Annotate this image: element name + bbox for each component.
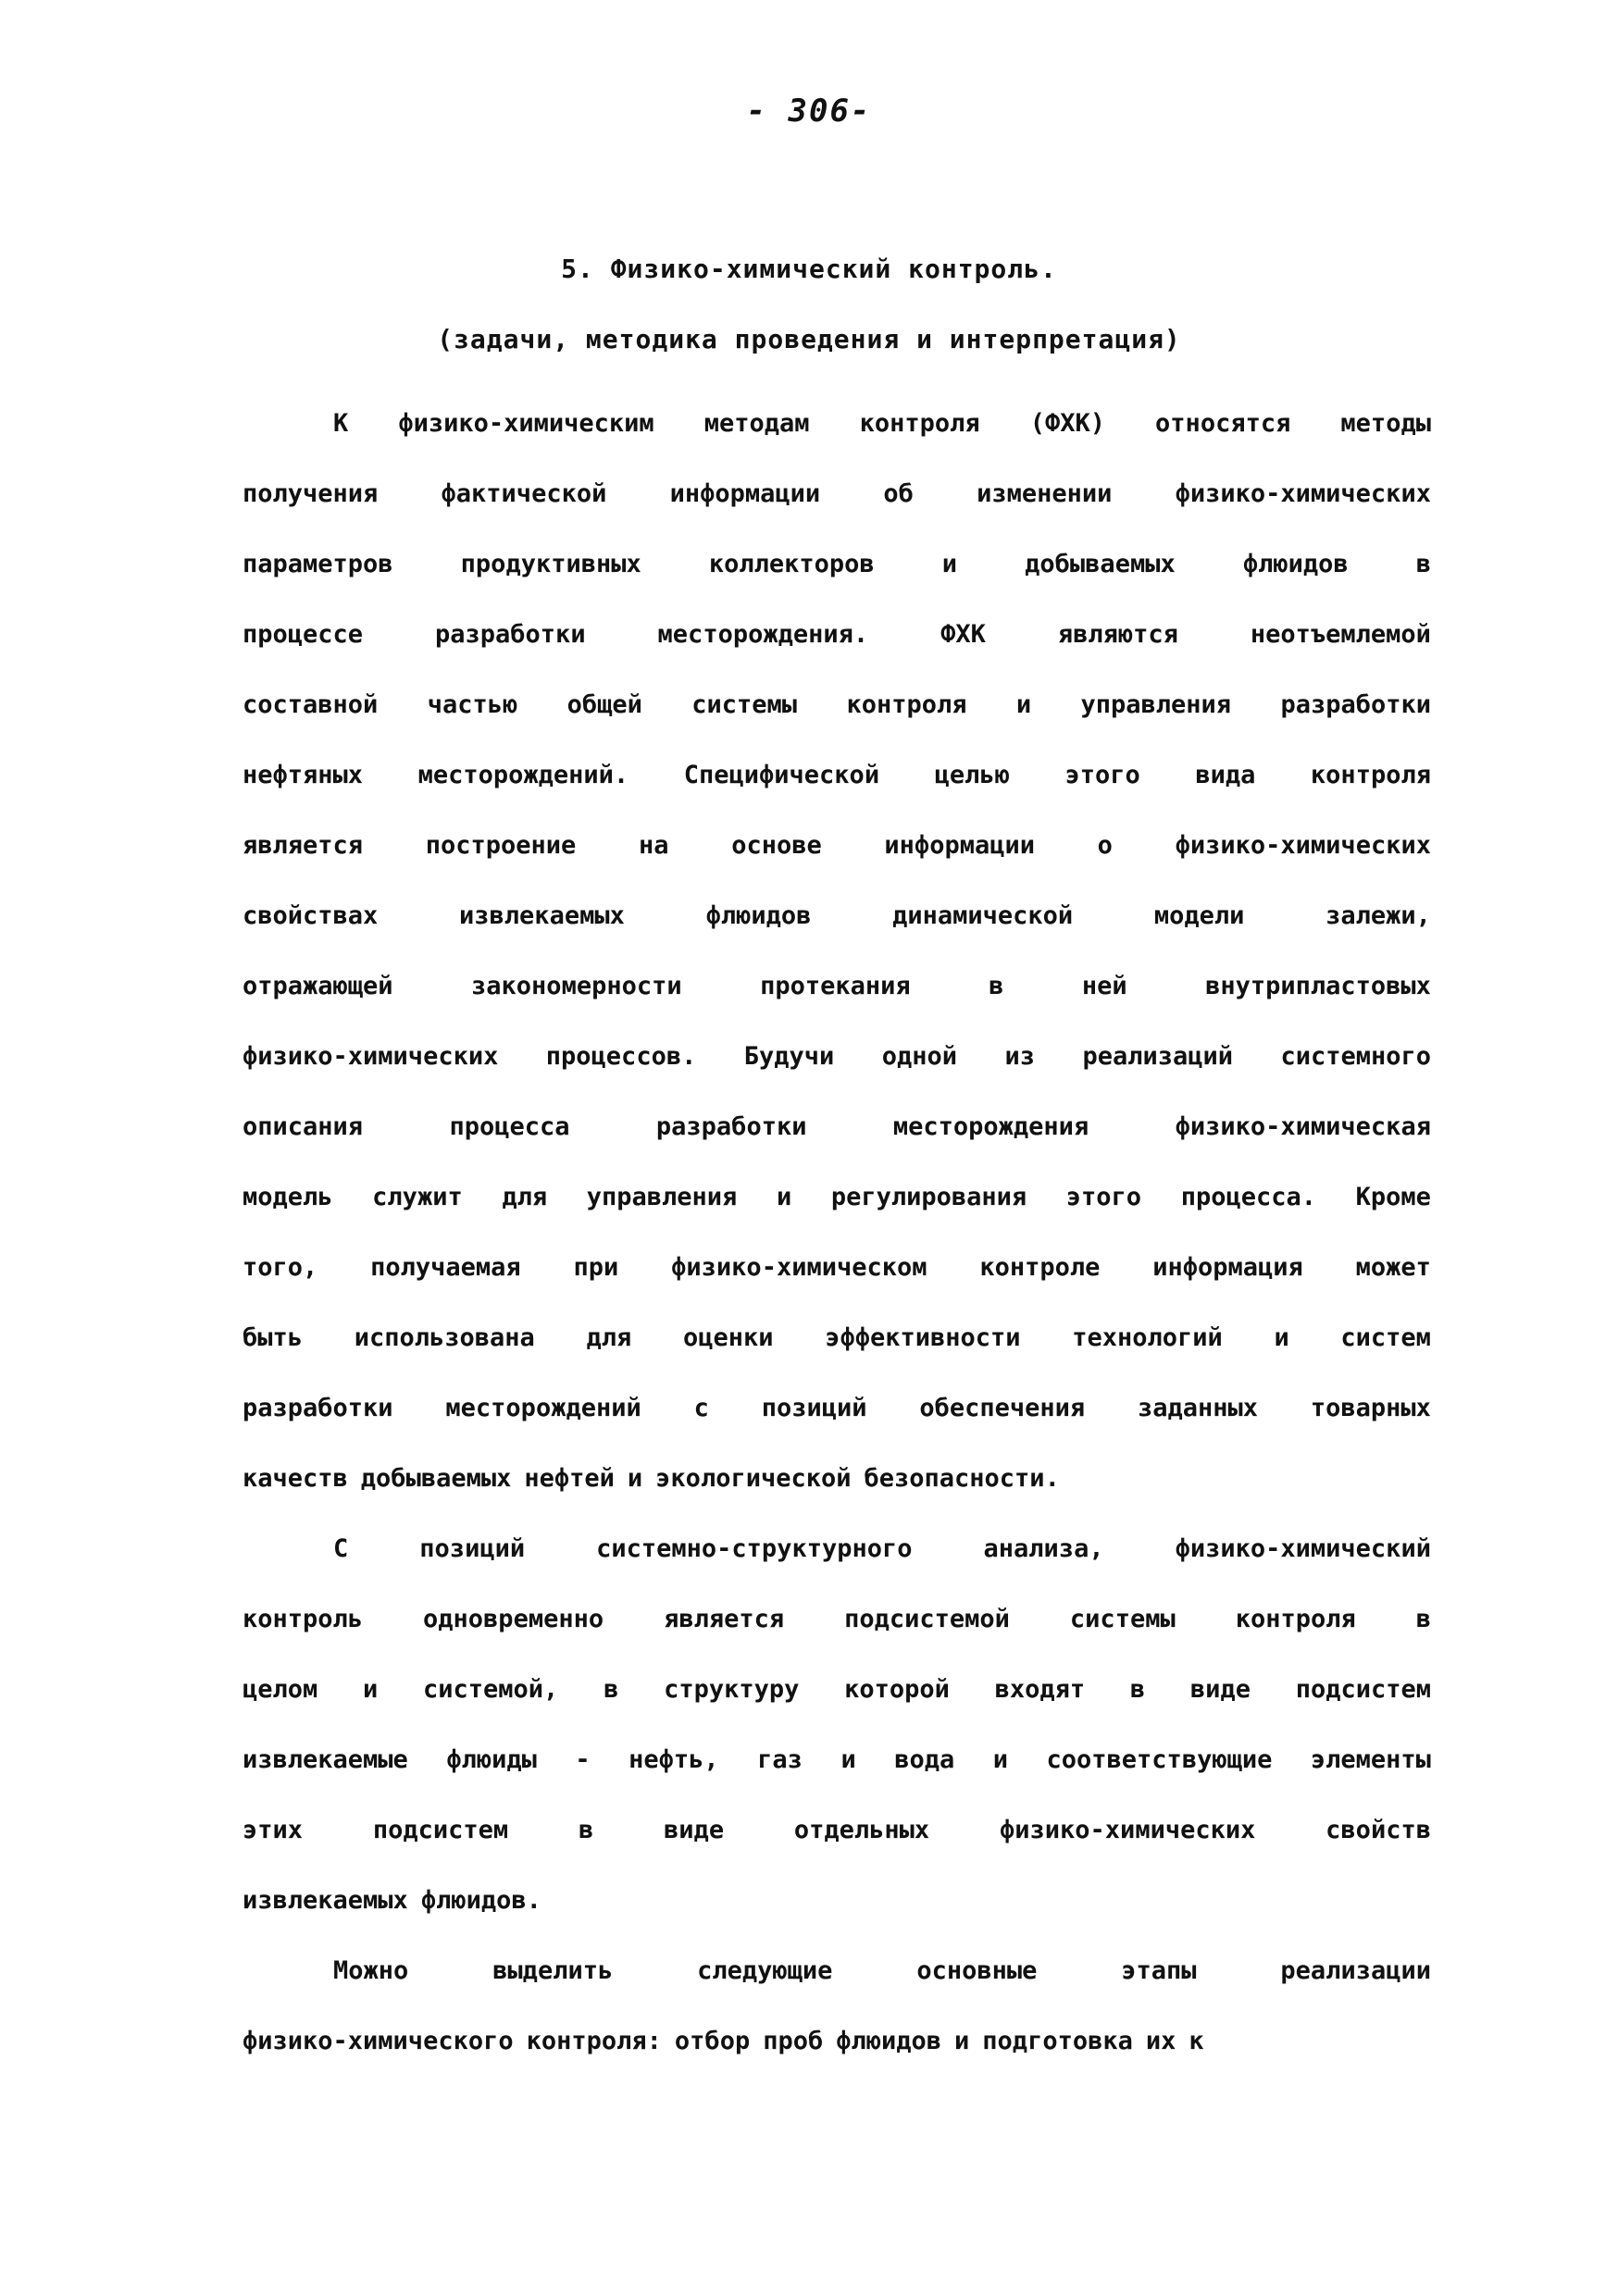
text-line: С позиций системно-структурного анализа, физико-химический bbox=[333, 1534, 1431, 1563]
text-line: разработки месторождений с позиций обеспечения заданных товарных bbox=[243, 1394, 1431, 1422]
text-line: модель служит для управления и регулирования этого процесса. Кроме bbox=[243, 1183, 1431, 1211]
text-line: параметров продуктивных коллекторов и добываемых флюидов в bbox=[243, 550, 1431, 578]
section-subtitle: (задачи, методика проведения и интерпретация) bbox=[437, 324, 1181, 354]
text-line: отражающей закономерности протекания в ней внутрипластовых bbox=[243, 972, 1431, 1000]
text-line: быть использована для оценки эффективности технологий и систем bbox=[243, 1323, 1431, 1352]
text-line: процессе разработки месторождения. ФХК являются неотъемлемой bbox=[243, 620, 1431, 649]
text-line: является построение на основе информации о физико-химических bbox=[243, 831, 1431, 860]
text-line: извлекаемые флюиды - нефть, газ и вода и соответствующие элементы bbox=[243, 1745, 1431, 1774]
paragraph bbox=[243, 389, 1431, 1514]
text-line: физико-химического контроля: отбор проб флюидов и подготовка их к bbox=[243, 2027, 1204, 2055]
text-line: составной частью общей системы контроля и управления разработки bbox=[243, 690, 1431, 719]
text-line: свойствах извлекаемых флюидов динамической модели залежи, bbox=[243, 901, 1431, 930]
text-line: К физико-химическим методам контроля (ФХК) относятся методы bbox=[333, 409, 1431, 438]
section-title: 5. Физико-химический контроль. bbox=[561, 254, 1057, 284]
body-text bbox=[243, 389, 1431, 2077]
text-line: этих подсистем в виде отдельных физико-химических свойств bbox=[243, 1816, 1431, 1844]
paragraph bbox=[243, 1936, 1431, 2077]
text-line: контроль одновременно является подсистемой системы контроля в bbox=[243, 1605, 1431, 1633]
text-line: качеств добываемых нефтей и экологической безопасности. bbox=[243, 1464, 1060, 1493]
text-line: Можно выделить следующие основные этапы реализации bbox=[333, 1956, 1431, 1985]
text-line: описания процесса разработки месторождения физико-химическая bbox=[243, 1112, 1431, 1141]
text-line: нефтяных месторождений. Специфической целью этого вида контроля bbox=[243, 761, 1431, 789]
paragraph bbox=[243, 1514, 1431, 1936]
text-line: того, получаемая при физико-химическом контроле информация может bbox=[243, 1253, 1431, 1282]
text-line: получения фактической информации об изменении физико-химических bbox=[243, 479, 1431, 508]
text-line: извлекаемых флюидов. bbox=[243, 1886, 541, 1915]
text-line: целом и системой, в структуру которой входят в виде подсистем bbox=[243, 1675, 1431, 1704]
text-line: физико-химических процессов. Будучи одной из реализаций системного bbox=[243, 1042, 1431, 1071]
page-number: - 306- bbox=[746, 93, 872, 130]
